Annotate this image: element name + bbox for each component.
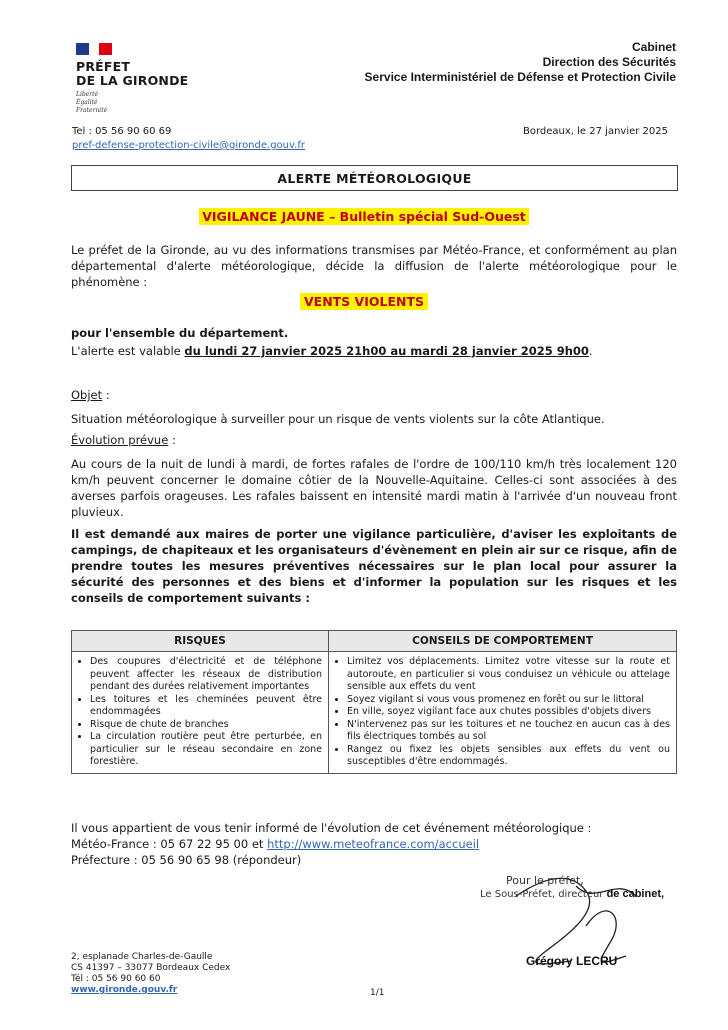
risk-item: • Les toitures et les cheminées peuvent être endommagées [90, 694, 322, 719]
info-line: Il vous appartient de vous tenir informé de l'évolution de cet événement météorologique : [71, 821, 592, 835]
service-label: Service Interministériel de Défense et Protection Civile [364, 70, 676, 84]
signatory-name: Grégory LECRU [526, 954, 618, 968]
signature-block [476, 866, 706, 976]
advice-item: • Soyez vigilant si vous vous promenez en forêt ou sur le littoral [347, 694, 670, 707]
advice-cell [329, 652, 677, 774]
republic-flag-logo [76, 43, 112, 55]
meteo-link[interactable]: http://www.meteofrance.com/accueil [267, 837, 480, 851]
risk-item: • Des coupures d'électricité et de téléphone peuvent affecter les réseaux de distribution pendant des durées relativement importantes [90, 656, 322, 694]
address-block: 2, esplanade Charles-de-Gaulle CS 41397 – 33077 Bordeaux Cedex Tél : 05 56 90 60 60 www.gironde.gouv.fr [71, 952, 231, 995]
mayor-instructions: Il est demandé aux maires de porter une vigilance particulière, d'aviser les exploitants de campings, de chapiteaux et les organisateurs d'évènement en plein air sur ce risque, afin de prendre toutes les mesures préventives nécessaires sur le plan local pour assurer la sécurité des personnes et des biens et d'informer la population sur les risques et les conseils de comportement suivants : [71, 527, 677, 605]
validity-text: L'alerte est valable du lundi 27 janvier 2025 21h00 au mardi 28 janvier 2025 9h00. [71, 344, 593, 358]
advice-item: • En ville, soyez vigilant face aux chutes possibles d'objets divers [347, 706, 670, 719]
evolution-text: Au cours de la nuit de lundi à mardi, de fortes rafales de l'ordre de 100/110 km/h très localement 120 km/h peuvent concerner le domaine côtier de la Nouvelle-Aquitaine. Celles-ci sont associées à des averses parfois orageuses. Les rafales baissent en intensité mardi matin à l'arrivée d'un nouveau front pluvieux. [71, 457, 677, 519]
intro-paragraph: Le préfet de la Gironde, au vu des informations transmises par Météo-France, et conformément au plan départemental d'alerte météorologique, décide la diffusion de l'alerte météorologique pour le phénomène : [71, 243, 677, 289]
advice-column-header: CONSEILS DE COMPORTEMENT [329, 631, 677, 652]
advice-item: • Rangez ou fixez les objets sensibles aux effets du vent ou susceptibles d'être endommagés. [347, 744, 670, 769]
vigilance-label: VIGILANCE JAUNE – Bulletin spécial Sud-Ouest [199, 208, 529, 225]
signature-title: Le Sous-Préfet, directeur de cabinet, [480, 888, 665, 900]
website-link[interactable]: www.gironde.gouv.fr [71, 985, 178, 995]
phenomenon-banner [0, 291, 728, 310]
advice-item: • N'intervenez pas sur les toitures et ne touchez en aucun cas à des fils électriques tombés au sol [347, 719, 670, 744]
contact-email-link[interactable]: pref-defense-protection-civile@gironde.gouv.fr [72, 140, 305, 151]
evolution-heading: Évolution prévue : [71, 433, 176, 447]
direction-label: Direction des Sécurités [542, 55, 676, 69]
contact-block [72, 125, 305, 153]
validity-period: du lundi 27 janvier 2025 21h00 au mardi 28 janvier 2025 9h00 [184, 344, 589, 358]
page-number: 1/1 [370, 988, 385, 998]
alert-title: ALERTE MÉTÉOROLOGIQUE [277, 170, 472, 186]
risk-item: • La circulation routière peut être perturbée, en particulier sur le réseau secondaire en zone forestière. [90, 731, 322, 769]
meteo-contact: Météo-France : 05 67 22 95 00 et http://www.meteofrance.com/accueil [71, 837, 480, 851]
republic-motto: Liberté Égalité Fraternité [76, 91, 108, 114]
info-block [71, 820, 591, 868]
phenomenon-label: VENTS VIOLENTS [300, 293, 428, 310]
scope-text: pour l'ensemble du département. [71, 326, 289, 340]
alert-title-box [71, 165, 678, 191]
prefecture-name: PRÉFET DE LA GIRONDE [76, 59, 189, 88]
risk-item: • Risque de chute de branches [90, 719, 322, 732]
advice-item: • Limitez vos déplacements. Limitez votre vitesse sur la route et autoroute, en particulier si vous conduisez un véhicule ou attelage sensible aux effets du vent [347, 656, 670, 694]
vigilance-banner [0, 206, 728, 225]
risks-column-header: RISQUES [72, 631, 329, 652]
cabinet-label: Cabinet [631, 40, 676, 54]
risks-cell [72, 652, 329, 774]
prefecture-phone: Préfecture : 05 56 90 65 98 (répondeur) [71, 853, 302, 867]
document-date: Bordeaux, le 27 janvier 2025 [523, 126, 668, 137]
risk-advice-table [71, 630, 677, 774]
issuing-service [365, 40, 676, 85]
objet-text: Situation météorologique à surveiller pour un risque de vents violents sur la côte Atlantique. [71, 412, 605, 426]
signature-for-prefect: Pour le préfet, [506, 874, 584, 887]
contact-tel: Tel : 05 56 90 60 69 [72, 126, 172, 137]
objet-heading: Objet : [71, 388, 110, 402]
